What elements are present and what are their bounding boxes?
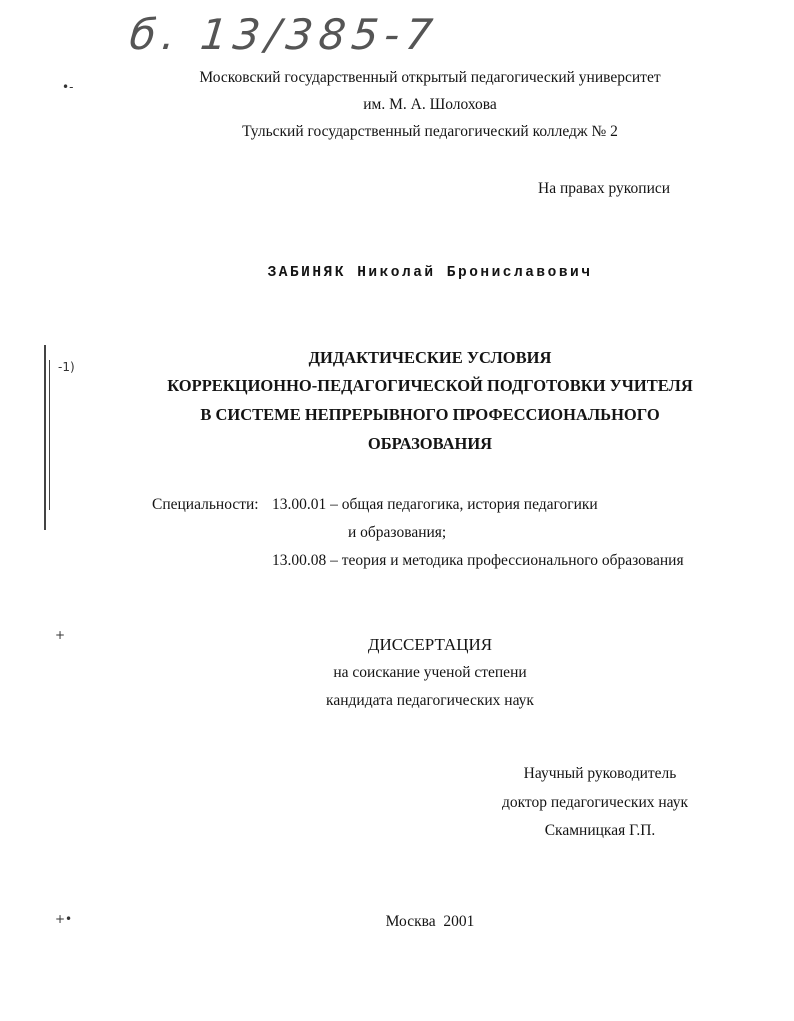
degree-name: кандидата педагогических наук	[326, 692, 534, 709]
college-name: Тульский государственный педагогический колледж № 2	[242, 123, 618, 140]
city-year: Москва 2001	[385, 913, 475, 930]
document-type: ДИССЕРТАЦИЯ	[367, 635, 493, 654]
specialty-1: 13.00.01 – общая педагогика, история педагогики	[272, 496, 598, 513]
dissertation-title-line: ОБРАЗОВАНИЯ	[367, 434, 493, 453]
dissertation-title-line: КОРРЕКЦИОННО-ПЕДАГОГИЧЕСКОЙ ПОДГОТОВКИ УЧИТЕЛЯ	[167, 376, 693, 395]
specialty-1-continued: и образования;	[348, 524, 447, 541]
binding-mark: -1)	[58, 360, 75, 374]
margin-line	[44, 345, 46, 530]
specialty-2: 13.00.08 – теория и методика профессионального образования	[272, 552, 684, 569]
handwritten-stamp: б. 13/385-7	[127, 10, 441, 59]
specialties-label: Специальности:	[152, 496, 259, 513]
university-name: Московский государственный открытый педагогический университет	[199, 69, 661, 86]
binding-mark: +	[55, 628, 66, 642]
dissertation-title-line: ДИДАКТИЧЕСКИЕ УСЛОВИЯ	[308, 348, 552, 367]
binding-mark: +•	[55, 912, 73, 926]
supervisor-degree: доктор педагогических наук	[501, 794, 689, 811]
binding-mark: •‑	[62, 80, 74, 94]
supervisor-name: Скамницкая Г.П.	[544, 822, 656, 839]
author-name: ЗАБИНЯК Николай Брониславович	[267, 265, 593, 281]
manuscript-note: На правах рукописи	[538, 180, 671, 197]
margin-line	[49, 360, 50, 510]
named-after: им. М. А. Шолохова	[363, 96, 497, 113]
supervisor-role: Научный руководитель	[523, 765, 677, 782]
dissertation-title-line: В СИСТЕМЕ НЕПРЕРЫВНОГО ПРОФЕССИОНАЛЬНОГО	[200, 405, 660, 424]
degree-purpose: на соискание ученой степени	[333, 664, 527, 681]
